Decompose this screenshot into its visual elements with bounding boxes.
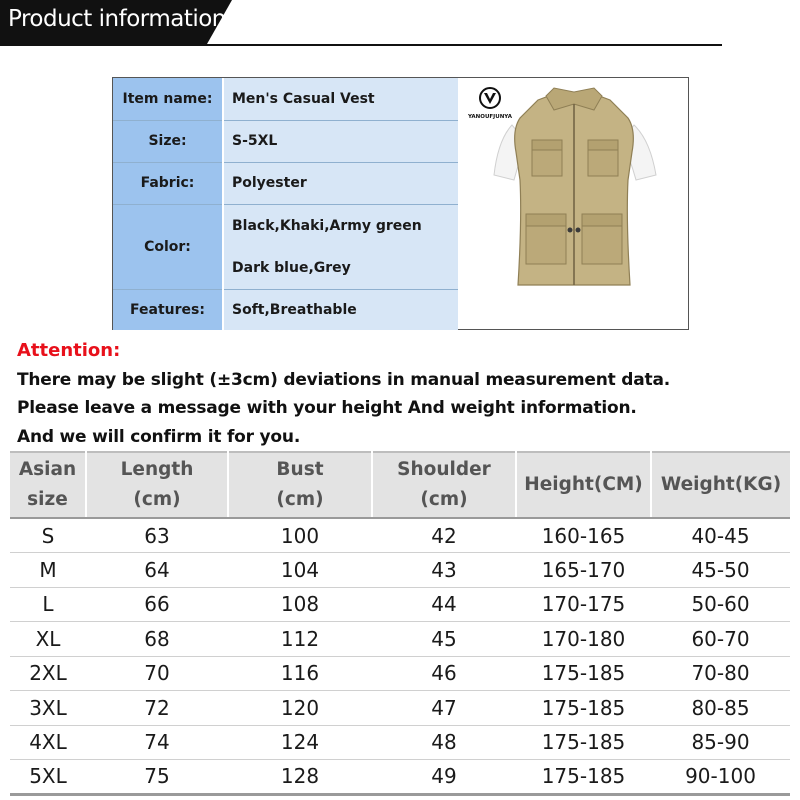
table-row bbox=[10, 725, 790, 760]
cell-weight: 45-50 bbox=[651, 553, 790, 588]
cell-length: 74 bbox=[86, 725, 228, 760]
header-weight bbox=[651, 452, 790, 518]
cell-length: 64 bbox=[86, 553, 228, 588]
cell-weight: 80-85 bbox=[651, 691, 790, 726]
cell-shoulder: 48 bbox=[372, 725, 516, 760]
size-chart-table bbox=[10, 451, 790, 796]
header-line: Asian bbox=[18, 459, 77, 480]
info-row-features bbox=[113, 289, 458, 330]
product-image bbox=[460, 80, 686, 327]
cell-height: 170-175 bbox=[516, 587, 651, 622]
color-value bbox=[223, 204, 458, 289]
product-info-box bbox=[112, 77, 689, 330]
notice-line: And we will confirm it for you. bbox=[17, 427, 301, 447]
color-value-line: Dark blue,Grey bbox=[232, 259, 351, 276]
cell-size: 2XL bbox=[10, 656, 86, 691]
cell-shoulder: 47 bbox=[372, 691, 516, 726]
cell-height: 175-185 bbox=[516, 725, 651, 760]
cell-bust: 124 bbox=[228, 725, 372, 760]
info-row-fabric bbox=[113, 162, 458, 204]
cell-shoulder: 43 bbox=[372, 553, 516, 588]
info-table bbox=[113, 78, 458, 330]
size-table-body bbox=[10, 518, 790, 794]
header-banner bbox=[0, 0, 232, 44]
table-row bbox=[10, 553, 790, 588]
page-title: Product information bbox=[8, 6, 226, 32]
cell-length: 66 bbox=[86, 587, 228, 622]
header-height bbox=[516, 452, 651, 518]
cell-height: 165-170 bbox=[516, 553, 651, 588]
fabric-label: Fabric: bbox=[113, 162, 223, 204]
color-value-line: Black,Khaki,Army green bbox=[232, 217, 422, 234]
header-shoulder bbox=[372, 452, 516, 518]
color-label: Color: bbox=[113, 204, 223, 289]
header-line: Height(CM) bbox=[524, 474, 643, 495]
cell-length: 72 bbox=[86, 691, 228, 726]
cell-bust: 108 bbox=[228, 587, 372, 622]
cell-size: L bbox=[10, 587, 86, 622]
cell-length: 68 bbox=[86, 622, 228, 657]
cell-weight: 40-45 bbox=[651, 518, 790, 553]
cell-weight: 60-70 bbox=[651, 622, 790, 657]
cell-size: XL bbox=[10, 622, 86, 657]
header-line: (cm) bbox=[276, 489, 324, 510]
cell-size: S bbox=[10, 518, 86, 553]
header-divider bbox=[0, 44, 722, 46]
cell-weight: 85-90 bbox=[651, 725, 790, 760]
info-row-size bbox=[113, 120, 458, 162]
brand-name: YANOUFJUNYA bbox=[467, 114, 513, 120]
header-length bbox=[86, 452, 228, 518]
cell-weight: 50-60 bbox=[651, 587, 790, 622]
cell-height: 170-180 bbox=[516, 622, 651, 657]
table-row bbox=[10, 656, 790, 691]
cell-shoulder: 46 bbox=[372, 656, 516, 691]
cell-height: 175-185 bbox=[516, 760, 651, 795]
fabric-value: Polyester bbox=[223, 162, 458, 204]
cell-length: 75 bbox=[86, 760, 228, 795]
cell-shoulder: 49 bbox=[372, 760, 516, 795]
table-row bbox=[10, 518, 790, 553]
cell-bust: 112 bbox=[228, 622, 372, 657]
cell-size: 4XL bbox=[10, 725, 86, 760]
cell-size: 5XL bbox=[10, 760, 86, 795]
header-line: Shoulder bbox=[397, 459, 491, 480]
item-name-label: Item name: bbox=[113, 78, 223, 120]
table-row bbox=[10, 587, 790, 622]
header-line: Length bbox=[120, 459, 194, 480]
features-label: Features: bbox=[113, 289, 223, 330]
cell-weight: 90-100 bbox=[651, 760, 790, 795]
info-row-item-name bbox=[113, 78, 458, 120]
table-row bbox=[10, 622, 790, 657]
header-line: Weight(KG) bbox=[660, 474, 782, 495]
cell-height: 175-185 bbox=[516, 656, 651, 691]
header-asian-size bbox=[10, 452, 86, 518]
cell-shoulder: 44 bbox=[372, 587, 516, 622]
cell-bust: 104 bbox=[228, 553, 372, 588]
header-line: size bbox=[27, 489, 68, 510]
size-label: Size: bbox=[113, 120, 223, 162]
features-value: Soft,Breathable bbox=[223, 289, 458, 330]
notice-line: Please leave a message with your height And weight information. bbox=[17, 398, 637, 418]
cell-bust: 120 bbox=[228, 691, 372, 726]
cell-bust: 100 bbox=[228, 518, 372, 553]
table-row bbox=[10, 691, 790, 726]
size-table-header bbox=[10, 452, 790, 518]
cell-weight: 70-80 bbox=[651, 656, 790, 691]
brand-logo bbox=[467, 88, 513, 120]
cell-length: 63 bbox=[86, 518, 228, 553]
cell-shoulder: 42 bbox=[372, 518, 516, 553]
info-row-color bbox=[113, 204, 458, 289]
size-value: S-5XL bbox=[223, 120, 458, 162]
header-line: Bust bbox=[276, 459, 324, 480]
cell-bust: 116 bbox=[228, 656, 372, 691]
cell-height: 175-185 bbox=[516, 691, 651, 726]
cell-size: M bbox=[10, 553, 86, 588]
table-row bbox=[10, 760, 790, 795]
cell-shoulder: 45 bbox=[372, 622, 516, 657]
cell-height: 160-165 bbox=[516, 518, 651, 553]
attention-title: Attention: bbox=[17, 340, 121, 361]
cell-bust: 128 bbox=[228, 760, 372, 795]
notice-line: There may be slight (±3cm) deviations in manual measurement data. bbox=[17, 370, 670, 390]
cell-length: 70 bbox=[86, 656, 228, 691]
item-name-value: Men's Casual Vest bbox=[223, 78, 458, 120]
header-line: (cm) bbox=[420, 489, 468, 510]
header-line: (cm) bbox=[133, 489, 181, 510]
cell-size: 3XL bbox=[10, 691, 86, 726]
header-bust bbox=[228, 452, 372, 518]
